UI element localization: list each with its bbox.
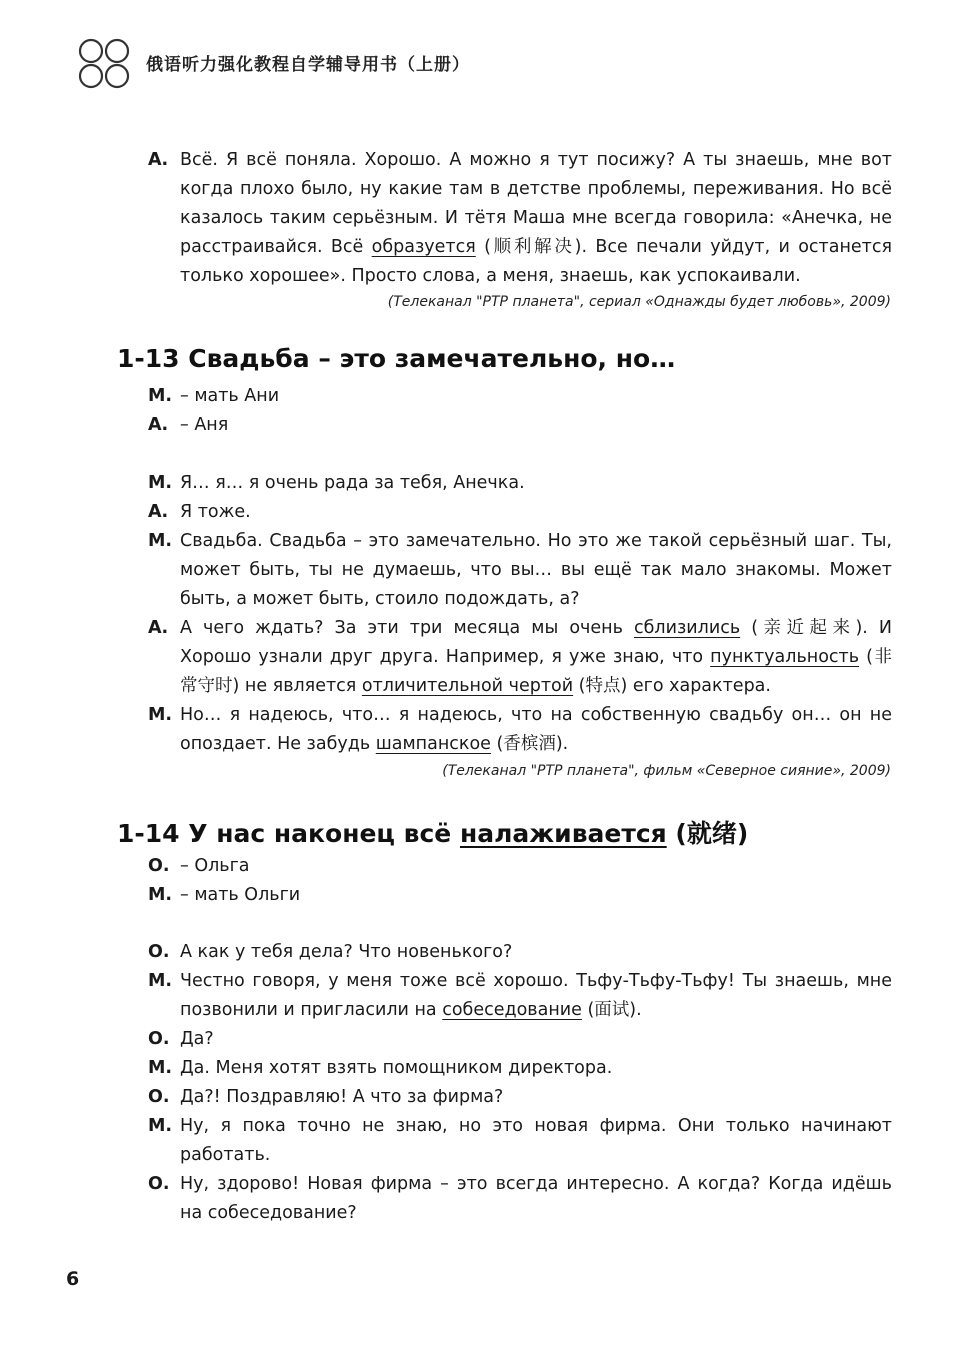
dialogue-line: Хорошо узнали друг друга. Например, я уже знаю, что пунктуальность (非	[180, 647, 893, 667]
dialogue-line: расстраивайся. Всё образуется (顺利解决). Все печали уйдут, и останется	[180, 237, 892, 257]
speaker-label: О.	[148, 856, 170, 876]
dialogue-line: Свадьба. Свадьба – это замечательно. Но это же такой серьёзный шаг. Ты,	[180, 531, 892, 551]
dialogue-line: Ну, здорово! Новая фирма – это всегда интересно. А когда? Когда идёшь	[180, 1174, 892, 1194]
speaker-label: М.	[148, 1058, 173, 1078]
dialogue-line: Но… я надеюсь, что… я надеюсь, что на собственную свадьбу он… он не	[180, 705, 892, 725]
dialogue-line: Я тоже.	[180, 502, 251, 522]
dialogue-line: быть, а может быть, стоило подождать, а?	[180, 589, 580, 609]
dialogue-line: позвонили и пригласили на собеседование (面试).	[180, 1000, 642, 1020]
cast-role: – Аня	[180, 415, 229, 435]
speaker-label: О.	[148, 1174, 170, 1194]
speaker-label: А.	[148, 415, 169, 435]
source-citation: (Телеканал "РТР планета", фильм «Северное сияние», 2009)	[442, 763, 891, 779]
intro-dialogue	[0, 146, 965, 291]
speaker-label: М.	[148, 473, 173, 493]
cast-role: – мать Ани	[180, 386, 280, 406]
section-title-1-14: 1-14 У нас наконец всё налаживается (就绪)	[117, 819, 749, 848]
dialogue-line: 常守时) не является отличительной чертой (特点) его характера.	[180, 676, 771, 696]
vocab-term: сблизились	[633, 618, 741, 638]
speaker-label: М.	[148, 705, 173, 725]
dialogue-line: Да?	[180, 1029, 214, 1049]
book-title: 俄语听力强化教程自学辅导用书（上册）	[146, 54, 470, 75]
dialogue-line: на собеседование?	[180, 1203, 357, 1223]
vocab-term: собеседование	[442, 1000, 582, 1020]
dialogue-line: когда плохо было, ну какие там в детстве проблемы, переживания. Но всё	[180, 179, 892, 199]
speaker-label: А.	[148, 618, 169, 638]
vocab-term: шампанское	[375, 734, 491, 754]
dialogue-line: может быть, ты не думаешь, что вы… вы ещё так мало знакомы. Может	[180, 560, 892, 580]
cast-role: – Ольга	[180, 856, 250, 876]
dialogue-line: Всё. Я всё поняла. Хорошо. А можно я тут посижу? А ты знаешь, мне вот	[180, 150, 892, 170]
cast-list	[0, 852, 965, 910]
four-rings-logo-icon	[76, 38, 134, 90]
dialogue-line: только хорошее». Просто слова, а меня, знаешь, как успокаивали.	[180, 266, 801, 286]
speaker-label: А.	[148, 150, 169, 170]
dialogue-line: Ну, я пока точно не знаю, но это новая фирма. Они только начинают	[180, 1116, 892, 1136]
source-citation: (Телеканал "РТР планета", сериал «Однажды будет любовь», 2009)	[387, 294, 891, 310]
dialogue-line: Честно говоря, у меня тоже всё хорошо. Тьфу-Тьфу-Тьфу! Ты знаешь, мне	[180, 971, 892, 991]
section-title-1-13: 1-13 Свадьба – это замечательно, но…	[117, 344, 676, 373]
vocab-term: налаживается	[459, 819, 667, 848]
dialogue-1-13	[0, 469, 965, 759]
speaker-label: М.	[148, 531, 173, 551]
dialogue-line: опоздает. Не забудь шампанское (香槟酒).	[180, 734, 569, 754]
speaker-label: М.	[148, 386, 173, 406]
speaker-label: О.	[148, 942, 170, 962]
dialogue-line: Я… я… я очень рада за тебя, Анечка.	[180, 473, 525, 493]
vocab-term: пунктуальность	[710, 647, 860, 667]
vocab-term: образуется	[371, 237, 476, 257]
page-header	[76, 38, 470, 90]
dialogue-line: работать.	[180, 1145, 271, 1165]
dialogue-line: А как у тебя дела? Что новенького?	[180, 942, 513, 962]
dialogue-line: Да?! Поздравляю! А что за фирма?	[180, 1087, 504, 1107]
speaker-label: О.	[148, 1087, 170, 1107]
vocab-term: отличительной чертой	[361, 676, 574, 696]
dialogue-line: Да. Меня хотят взять помощником директора.	[180, 1058, 613, 1078]
speaker-label: М.	[148, 1116, 173, 1136]
speaker-label: М.	[148, 971, 173, 991]
dialogue-line: А чего ждать? За эти три месяца мы очень сблизились (亲近起来). И	[180, 618, 893, 638]
dialogue-1-14	[0, 938, 965, 1228]
cast-role: – мать Ольги	[180, 885, 301, 905]
speaker-label: А.	[148, 502, 169, 522]
page-number: 6	[66, 1268, 80, 1290]
speaker-label: М.	[148, 885, 173, 905]
speaker-label: О.	[148, 1029, 170, 1049]
cast-list	[0, 382, 965, 440]
dialogue-line: казалось таким серьёзным. И тётя Маша мне всегда говорила: «Анечка, не	[180, 208, 892, 228]
